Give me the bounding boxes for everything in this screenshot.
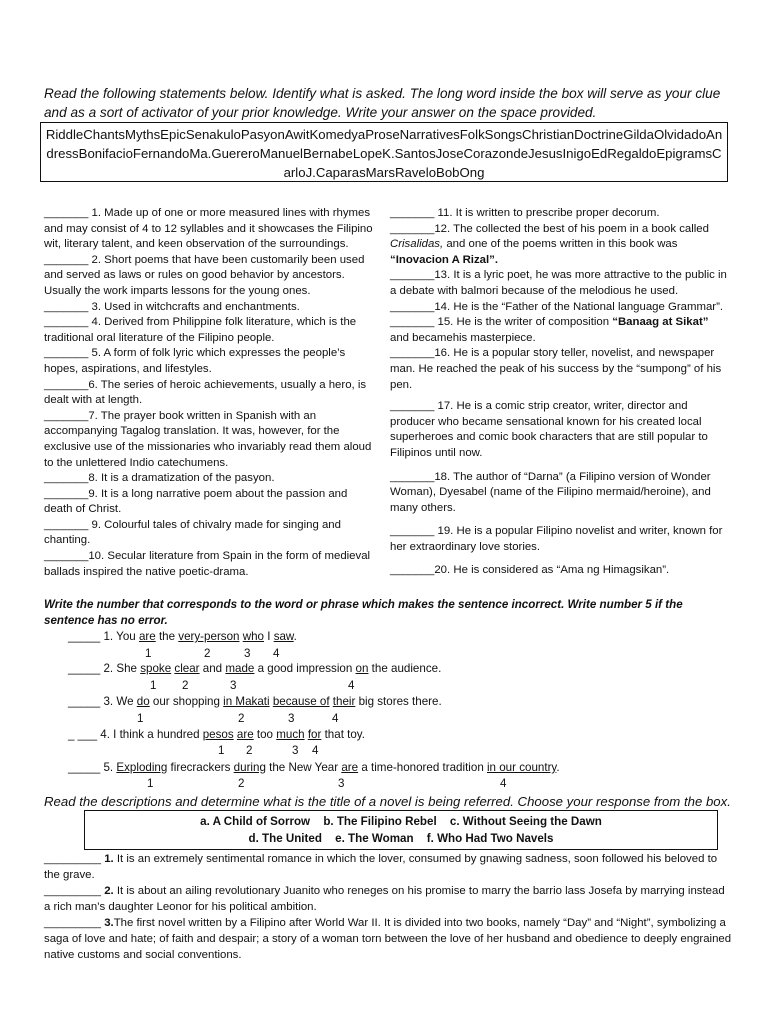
option-number: 3 bbox=[230, 679, 237, 692]
error-sentence-4 bbox=[68, 728, 365, 742]
choice-a: a. A Child of Sorrow bbox=[200, 815, 311, 828]
question-12-text: _______12. The collected the best of his poem in a book called bbox=[390, 222, 709, 235]
underlined-option-3: are bbox=[341, 761, 359, 774]
option-number: 2 bbox=[246, 744, 253, 757]
answer-blank: _________ bbox=[44, 885, 102, 898]
sentence-text: and bbox=[199, 662, 226, 675]
question-18: _______18. The author of “Darna” (a Filipino version of Wonder Woman), Dyesabel (name of the Filipino mermaid/heroine), and many others. bbox=[390, 470, 711, 514]
sentence-text: the bbox=[155, 630, 179, 643]
sentence-text: that toy. bbox=[321, 728, 365, 741]
instructions-novel-titles: Read the descriptions and determine what is the title of a novel is being referred. Choose your response from the box. bbox=[44, 794, 731, 809]
option-number: 2 bbox=[204, 647, 211, 660]
book-title-crisalidas: Crisalidas, bbox=[390, 238, 444, 251]
question-number: 3. bbox=[104, 917, 114, 930]
underlined-option-2: in Makati bbox=[223, 695, 270, 708]
underlined-option-3: because of bbox=[272, 695, 330, 708]
question-16: _______16. He is a popular story teller, novelist, and newspaper man. He reached the peak of his success by the “sumpong” of his pen. bbox=[390, 347, 722, 391]
sentence-number: 4. bbox=[100, 728, 110, 741]
right-question-column bbox=[390, 206, 728, 579]
sentence-text: firecrackers bbox=[167, 761, 234, 774]
novel-question-2 bbox=[44, 884, 734, 915]
instructions-identification: Read the following statements below. Identify what is asked. The long word inside the box will serve as your clue and as a sort of activator of your prior knowledge. Write your answer on the space provided. bbox=[44, 86, 721, 120]
option-number: 2 bbox=[182, 679, 189, 692]
option-number: 1 bbox=[147, 777, 154, 790]
question-text: It is an extremely sentimental romance in which the lover, consumed by gnawing sadness, soon followed his beloved to the grave. bbox=[44, 853, 718, 881]
underlined-option-2: clear bbox=[174, 662, 200, 675]
option-number: 1 bbox=[150, 679, 157, 692]
underlined-option-2: during bbox=[233, 761, 266, 774]
answer-blank: _____ bbox=[68, 695, 101, 708]
underlined-option-3: much bbox=[276, 728, 305, 741]
option-number: 4 bbox=[273, 647, 280, 660]
option-number: 3 bbox=[338, 777, 345, 790]
novel-questions bbox=[44, 852, 734, 964]
poem-title: “Inovacion A Rizal”. bbox=[390, 253, 499, 266]
underlined-option-1: are bbox=[138, 630, 156, 643]
option-number: 4 bbox=[500, 777, 507, 790]
underlined-option-3: made bbox=[225, 662, 255, 675]
underlined-option-4: saw bbox=[273, 630, 294, 643]
choice-f: f. Who Had Two Navels bbox=[426, 832, 554, 845]
sentence-text: our shopping bbox=[149, 695, 224, 708]
answer-blank: _____ bbox=[68, 662, 101, 675]
question-15 bbox=[390, 315, 728, 346]
question-8: _______8. It is a dramatization of the pasyon. bbox=[44, 472, 275, 485]
sentence-text: the audience. bbox=[368, 662, 442, 675]
question-7: _______7. The prayer book written in Spanish with an accompanying Tagalog translation. It was, however, for the exclusive use of the missionaries who invariably read them aloud to the unlettered Indio catechumens. bbox=[44, 409, 372, 469]
question-text: It is about an ailing revolutionary Juanito who reneges on his promise to marry the barrio lass Josefa by marrying instead a rich man’s daughter Leonor for his political ambition. bbox=[44, 885, 725, 913]
answer-blank: _________ bbox=[44, 853, 102, 865]
option-number: 3 bbox=[288, 712, 295, 725]
sentence-text: big stores there. bbox=[355, 695, 442, 708]
question-number: 1. bbox=[104, 853, 114, 865]
question-12 bbox=[390, 222, 728, 269]
underlined-option-1: Exploding bbox=[116, 761, 168, 774]
underlined-option-4: for bbox=[307, 728, 322, 741]
spacer bbox=[390, 462, 728, 470]
question-11: _______ 11. It is written to prescribe proper decorum. bbox=[390, 207, 660, 219]
question-15-text-b: and becamehis masterpiece. bbox=[390, 331, 536, 344]
clue-word-box: RiddleChantsMythsEpicSenakuloPasyonAwitKomedyaProseNarrativesFolkSongsChristianDoctrineGildaOlvidadoAndressBonifacioFernandoMa.GuereroManuelBernabeLopeK.SantosJoseCorazondeJesusInigoEdRegaldoEpigramsCarloJ.CaparasMarsRaveloBobOng bbox=[40, 122, 728, 182]
choice-d: d. The United bbox=[248, 832, 322, 845]
question-number: 2. bbox=[104, 885, 114, 898]
sentence-number: 1. bbox=[103, 630, 114, 643]
sentence-number: 3. bbox=[103, 695, 114, 708]
option-number: 1 bbox=[145, 647, 152, 660]
option-number: 3 bbox=[244, 647, 251, 660]
choice-e: e. The Woman bbox=[335, 832, 414, 845]
underlined-option-4: in our country bbox=[486, 761, 557, 774]
sentence-text: You bbox=[113, 630, 139, 643]
sentence-text: too bbox=[253, 728, 277, 741]
choices-row-2 bbox=[85, 830, 717, 847]
option-number: 1 bbox=[218, 744, 225, 757]
question-15-text: _______ 15. He is the writer of composition bbox=[390, 316, 613, 329]
answer-blank: _____ bbox=[68, 630, 101, 643]
question-13: _______13. It is a lyric poet, he was more attractive to the public in a debate with balmori because of the melodious he used. bbox=[390, 269, 727, 297]
sentence-text: the New Year bbox=[265, 761, 342, 774]
underlined-option-3: who bbox=[242, 630, 265, 643]
answer-blank: _________ bbox=[44, 917, 102, 930]
question-10: _______10. Secular literature from Spain in the form of medieval ballads inspired the native poetic-drama. bbox=[44, 550, 371, 578]
question-19: _______ 19. He is a popular Filipino novelist and writer, known for her extraordinary love stories. bbox=[390, 525, 723, 553]
question-12-text-b: and one of the poems written in this book was bbox=[443, 238, 678, 251]
novel-choices-box bbox=[84, 810, 718, 850]
question-1: _______ 1. Made up of one or more measured lines with rhymes and may consist of 4 to 12 syllables and it showcases the Filipino wit, literary talent, and keen observation of the surroundings. bbox=[44, 207, 373, 251]
instructions-error-identification: Write the number that corresponds to the word or phrase which makes the sentence incorrect. Write number 5 if the sentence has no error. bbox=[44, 598, 683, 627]
question-20: _______20. He is considered as “Ama ng Himagsikan”. bbox=[390, 564, 670, 577]
sentence-text: a good impression bbox=[254, 662, 356, 675]
question-5: _______ 5. A form of folk lyric which expresses the people’s hopes, aspirations, and lifestyles. bbox=[44, 347, 346, 375]
question-6: _______6. The series of heroic achievements, usually a hero, is dealt with at length. bbox=[44, 378, 367, 407]
option-number: 2 bbox=[238, 777, 245, 790]
question-14: _______14. He is the “Father of the National language Grammar”. bbox=[390, 300, 724, 313]
underlined-option-4: their bbox=[332, 695, 356, 708]
spacer bbox=[390, 516, 728, 524]
underlined-option-2: very-person bbox=[178, 630, 240, 643]
sentence-text: I bbox=[264, 630, 274, 643]
novel-question-3 bbox=[44, 916, 734, 963]
error-sentence-5 bbox=[68, 761, 560, 775]
sentence-text: a time-honored tradition bbox=[358, 761, 487, 774]
answer-blank: _ ___ bbox=[68, 728, 98, 741]
question-3: _______ 3. Used in witchcrafts and enchantments. bbox=[44, 300, 300, 313]
underlined-option-1: spoke bbox=[140, 662, 172, 675]
underlined-option-1: pesos bbox=[202, 728, 234, 741]
sentence-number: 5. bbox=[103, 761, 114, 774]
sentence-text: I think a hundred bbox=[109, 728, 203, 741]
option-number: 1 bbox=[137, 712, 144, 725]
error-sentence-1 bbox=[68, 630, 297, 644]
option-number: 4 bbox=[348, 679, 355, 692]
sentence-number: 2. bbox=[103, 662, 114, 675]
choice-c: c. Without Seeing the Dawn bbox=[449, 815, 602, 828]
question-text: The first novel written by a Filipino after World War II. It is divided into two books, namely “Day” and “Night”, symbolizing a saga of love and hate; of faith and despair; a story of a woman torn between the love of her husband and obedience to deeply engrained native customs and social conventions. bbox=[44, 917, 732, 961]
novel-question-1 bbox=[44, 852, 734, 883]
question-2: _______ 2. Short poems that have been customarily been used and served as laws or rules on good behavior by ancestors. Usually the work imparts lessons for the young ones. bbox=[44, 253, 365, 297]
error-sentence-3 bbox=[68, 695, 442, 709]
question-17: _______ 17. He is a comic strip creator, writer, director and producer who became sensational known for his created local superheroes and comic book characters that are still popular to Filipinos until now. bbox=[390, 400, 708, 459]
option-number: 2 bbox=[238, 712, 245, 725]
composition-title: “Banaag at Sikat” bbox=[612, 316, 709, 329]
sentence-text: She bbox=[113, 662, 141, 675]
choices-row-1 bbox=[85, 813, 717, 830]
error-sentence-2 bbox=[68, 662, 441, 676]
spacer bbox=[390, 555, 728, 563]
sentence-text: . bbox=[556, 761, 560, 774]
option-number: 4 bbox=[312, 744, 319, 757]
option-number: 3 bbox=[292, 744, 299, 757]
question-9b: _______ 9. Colourful tales of chivalry made for singing and chanting. bbox=[44, 518, 341, 547]
question-4: _______ 4. Derived from Philippine folk literature, which is the traditional oral literature of the Filipino people. bbox=[44, 316, 357, 344]
option-number: 4 bbox=[332, 712, 339, 725]
answer-blank: _____ bbox=[68, 761, 101, 774]
sentence-text: . bbox=[293, 630, 297, 643]
question-9a: _______9. It is a long narrative poem about the passion and death of Christ. bbox=[44, 487, 348, 516]
left-question-column bbox=[44, 206, 374, 580]
underlined-option-1: do bbox=[136, 695, 150, 708]
underlined-option-2: are bbox=[236, 728, 254, 741]
sentence-text: We bbox=[113, 695, 137, 708]
underlined-option-4: on bbox=[355, 662, 369, 675]
choice-b: b. The Filipino Rebel bbox=[323, 815, 437, 828]
